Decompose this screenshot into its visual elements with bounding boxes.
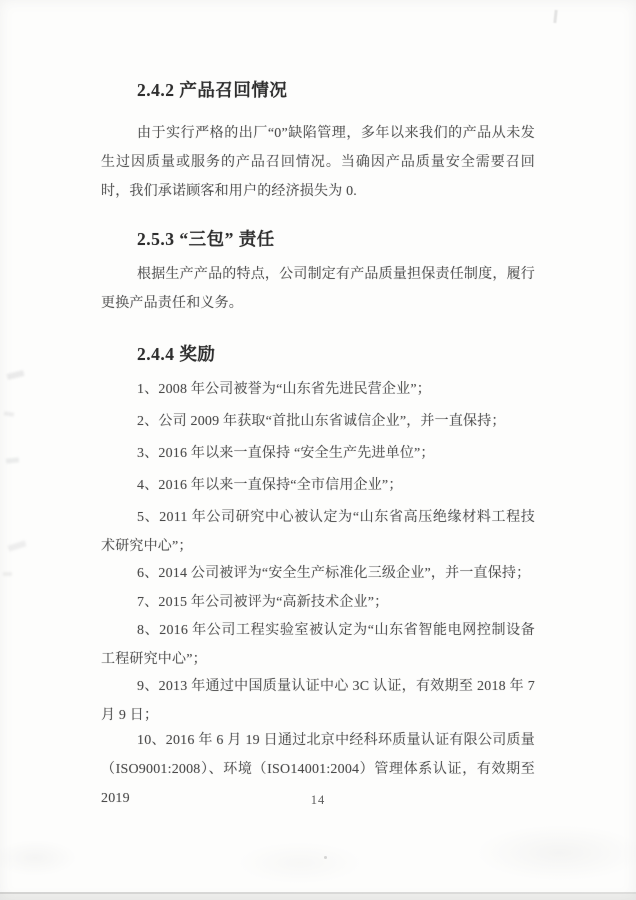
award-item: 3、2016 年以来一直保持 “安全生产先进单位”； (137, 446, 435, 461)
scan-mark (553, 10, 557, 23)
section-heading-three-guarantees: 2.5.3 “三包” 责任 (137, 229, 275, 249)
section-heading-awards: 2.4.4 奖励 (137, 344, 216, 364)
award-item: 4、2016 年以来一直保持“全市信用企业”； (137, 478, 403, 493)
award-item: 1、2008 年公司被誉为“山东省先进民营企业”； (137, 382, 431, 397)
award-item: 5、2011 年公司研究中心被认定为“山东省高压绝缘材料工程技术研究中心”； (101, 510, 535, 554)
scanner-bed-strip (0, 894, 636, 900)
page-number: 14 (310, 793, 326, 807)
scan-smudge (3, 572, 12, 576)
scan-smudge (7, 370, 25, 380)
paragraph-three-guarantees: 根据生产产品的特点，公司制定有产品质量担保责任制度，履行更换产品责任和义务。 (101, 267, 535, 311)
scan-blotch (0, 818, 636, 890)
award-item: 6、2014 公司被评为“安全生产标准化三级企业”，并一直保持； (137, 566, 531, 581)
award-item: 2、公司 2009 年获取“首批山东省诚信企业”，并一直保持； (137, 414, 506, 429)
paragraph-product-recall: 由于实行严格的出厂“0”缺陷管理，多年以来我们的产品从未发生过因质量或服务的产品召回情况。当确因产品质量安全需要召回时，我们承诺顾客和用户的经济损失为 0. (101, 126, 535, 199)
award-item: 7、2015 年公司被评为“高新技术企业”； (137, 595, 389, 610)
scan-speck (324, 856, 327, 859)
scan-smudge (8, 540, 27, 551)
award-item: 9、2013 年通过中国质量认证中心 3C 认证，有效期至 2018 年 7 月 9 日； (101, 679, 535, 723)
scan-smudge (6, 457, 19, 463)
section-heading-product-recall: 2.4.2 产品召回情况 (137, 80, 288, 100)
award-item: 10、2016 年 6 月 19 日通过北京中经科环质量认证有限公司质量（ISO9001:2008）、环境（ISO14001:2004）管理体系认证，有效期至 2019 (101, 733, 535, 806)
page-bottom-edge (0, 892, 636, 894)
scan-smudge (4, 411, 14, 416)
award-item: 8、2016 年公司工程实验室被认定为“山东省智能电网控制设备工程研究中心”； (101, 623, 535, 667)
